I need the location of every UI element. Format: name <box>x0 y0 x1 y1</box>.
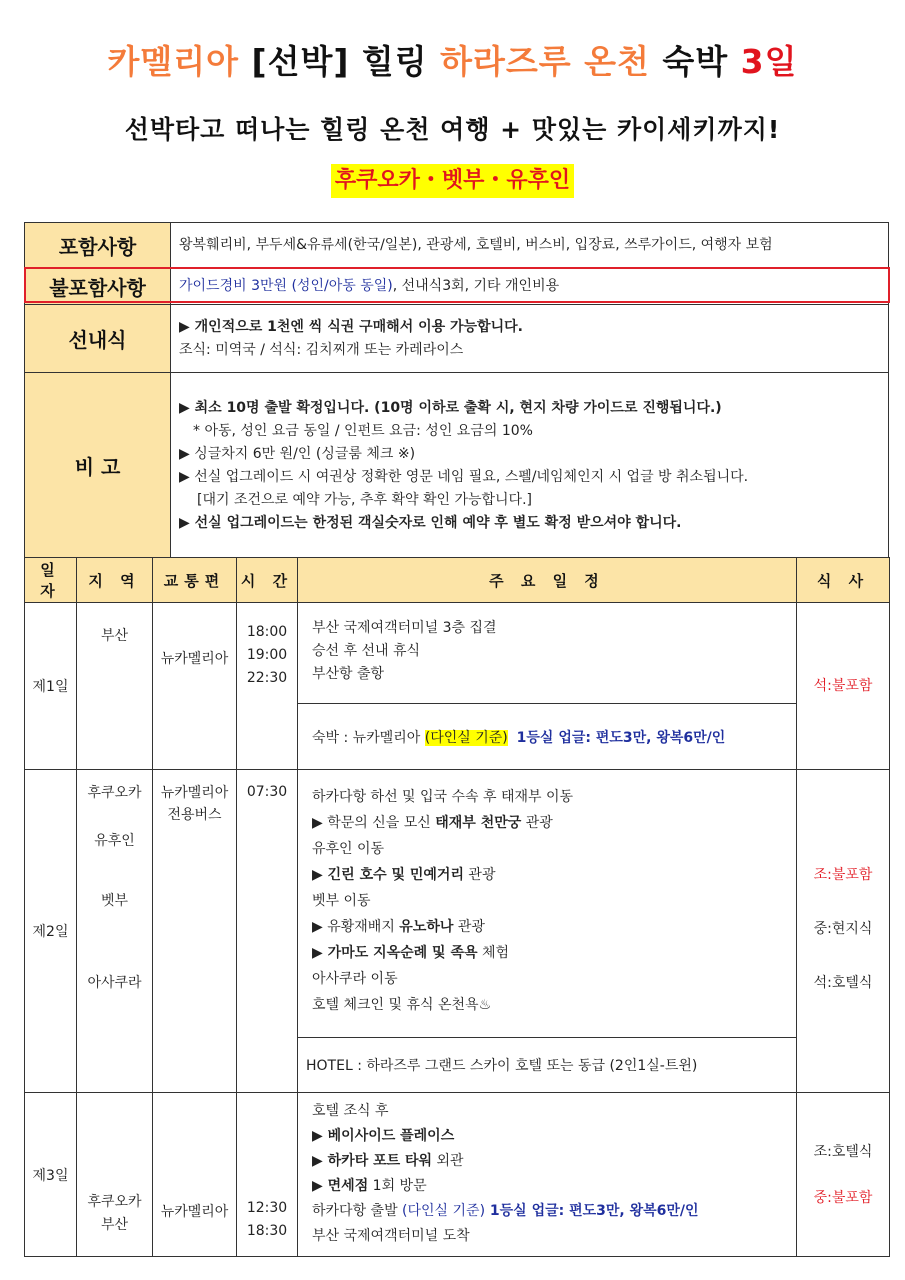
day3-meals <box>797 1093 890 1257</box>
note-item: ▶ 선실 업그레이드는 한정된 객실숫자로 인해 예약 후 별도 확정 받으셔야 합니다. <box>179 514 682 531</box>
transport-text: 전용버스 <box>167 807 222 823</box>
plan-bold: ▶ 하카타 포트 타워 <box>312 1153 433 1169</box>
note-item: [대기 조건으로 예약 가능, 추후 확약 확인 가능합니다.] <box>197 491 532 508</box>
plan-line <box>312 810 782 836</box>
plan-line: 부산항 출항 <box>312 666 385 682</box>
info-table <box>24 222 889 559</box>
day3-row <box>25 1093 890 1257</box>
day2-hotel: HOTEL : 하라즈루 그랜드 스카이 호텔 또는 동급 (2인1실-트윈) <box>298 1038 797 1093</box>
day2-transport <box>153 770 237 1093</box>
subtitle: 선박타고 떠나는 힐링 온천 여행 + 맛있는 카이세키까지! <box>124 115 781 144</box>
region-text: 후쿠오카 <box>87 1194 142 1210</box>
region-text: 벳부 <box>100 893 129 909</box>
schedule-header <box>25 558 890 603</box>
day1-label: 제1일 <box>25 603 77 770</box>
plan-line: 부산 국제여객터미널 3층 집결 <box>312 620 497 636</box>
onboard-line1: ▶ 개인적으로 1천엔 씩 식권 구매해서 이용 가능합니다. <box>179 318 523 335</box>
plan-text: 관광 <box>453 919 485 935</box>
header-time: 시 간 <box>237 558 298 603</box>
meal-text: 조:불포함 <box>813 867 873 883</box>
day2-regions <box>77 770 153 1093</box>
stay-prefix: 숙박 : 뉴카멜리아 <box>312 729 425 746</box>
day3-times <box>237 1093 298 1257</box>
day2-label: 제2일 <box>25 770 77 1093</box>
onboard-line2: 조식: 미역국 / 석식: 김치찌개 또는 카레라이스 <box>179 341 464 358</box>
notes-row <box>25 373 889 559</box>
plan-text: 관광 <box>463 867 496 883</box>
plan-bold: 유노하나 <box>399 919 454 935</box>
guide-fee: 가이드경비 3만원 (성인/아동 동일) <box>179 278 393 294</box>
excluded-label: 불포함사항 <box>25 269 171 305</box>
region-text: 아사쿠라 <box>87 975 142 991</box>
plan-line <box>312 1174 782 1199</box>
main-title <box>0 40 905 84</box>
region-text: 부산 <box>100 1217 129 1233</box>
plan-line: 호텔 체크인 및 휴식 온천욕♨ <box>312 997 492 1013</box>
day3-regions <box>77 1093 153 1257</box>
plan-line <box>312 914 782 940</box>
plan-text: 체험 <box>477 945 510 961</box>
transport-text: 뉴카멜리아 <box>160 785 229 801</box>
day3-plan <box>298 1093 797 1257</box>
plan-line <box>312 940 782 966</box>
title-days: 3일 <box>740 42 798 81</box>
region-text: 유후인 <box>94 833 135 849</box>
title-brand: 카멜리아 <box>107 42 239 81</box>
meal-text: 중:불포함 <box>813 1190 873 1206</box>
plan-bold: ▶ 긴린 호수 및 민예거리 <box>312 867 464 883</box>
included-row <box>25 223 889 269</box>
plan-line: 승선 후 선내 휴식 <box>312 643 421 659</box>
title-stay: 숙박 <box>649 42 741 81</box>
note-item: * 아동, 성인 요금 동일 / 인펀트 요금: 성인 요금의 10% <box>193 422 533 439</box>
time-text: 19:00 <box>246 647 288 663</box>
header-day: 일 자 <box>25 558 77 603</box>
plan-bold: 태재부 천만궁 <box>435 815 522 831</box>
schedule-table <box>24 557 890 1257</box>
plan-text: 관광 <box>521 815 553 831</box>
plan-text: 외관 <box>432 1153 464 1169</box>
note-item: ▶ 최소 10명 출발 확정입니다. (10명 이하로 출확 시, 현지 차량 가이드로 진행됩니다.) <box>179 399 722 416</box>
day3-label: 제3일 <box>25 1093 77 1257</box>
regions-banner <box>0 164 905 198</box>
notes-text <box>171 373 889 559</box>
day1-row <box>25 603 890 704</box>
plan-upgrade: 1등실 업글: 편도3만, 왕복6만/인 <box>485 1203 699 1219</box>
stay-upgrade: 1등실 업글: 편도3만, 왕복6만/인 <box>516 729 726 746</box>
plan-line: 부산 국제여객터미널 도착 <box>312 1228 470 1244</box>
included-text: 왕복훼리비, 부두세&유류세(한국/일본), 관광세, 호텔비, 버스비, 입장료, 쓰루가이드, 여행자 보험 <box>171 223 889 269</box>
header-plan: 주 요 일 정 <box>298 558 797 603</box>
day2-time: 07:30 <box>237 770 298 1093</box>
excluded-text <box>171 269 889 305</box>
plan-line: 아사쿠라 이동 <box>312 971 398 987</box>
day2-row <box>25 770 890 1038</box>
plan-text: ▶ 유황재배지 <box>312 919 400 935</box>
plan-text: 하카다항 출발 <box>312 1203 403 1219</box>
meal-text: 석:호텔식 <box>813 975 873 991</box>
excluded-rest: , 선내식3회, 기타 개인비용 <box>392 278 560 294</box>
stay-highlight: (다인실 기준) <box>424 729 508 746</box>
onboard-text <box>171 305 889 373</box>
day1-plan <box>298 603 797 704</box>
plan-line: 호텔 조식 후 <box>312 1103 389 1119</box>
day2-plan <box>298 770 797 1038</box>
plan-blue: (다인실 기준) <box>402 1203 486 1219</box>
region-text: 후쿠오카 <box>87 785 142 801</box>
title-ship: [선박] 힐링 <box>239 42 441 81</box>
day1-region <box>77 603 153 770</box>
plan-line <box>312 1149 782 1174</box>
plan-line <box>312 1199 782 1224</box>
day3-transport: 뉴카멜리아 <box>153 1093 237 1257</box>
day1-stay <box>298 704 797 770</box>
plan-line: 하카다항 하선 및 입국 수속 후 태재부 이동 <box>312 789 574 805</box>
plan-line: 벳부 이동 <box>312 893 371 909</box>
time-text: 12:30 <box>246 1200 288 1216</box>
plan-bold: ▶ 면세점 <box>312 1178 369 1194</box>
plan-text: ▶ 학문의 신을 모신 <box>312 815 436 831</box>
time-text: 22:30 <box>246 670 288 686</box>
meal-text: 조:호텔식 <box>813 1144 873 1160</box>
day1-times <box>237 603 298 770</box>
region-text: 부산 <box>100 628 129 644</box>
plan-text: 1회 방문 <box>368 1178 427 1194</box>
header-meal: 식 사 <box>797 558 890 603</box>
onboard-row <box>25 305 889 373</box>
plan-line: ▶ 베이사이드 플레이스 <box>312 1128 455 1144</box>
meal-text: 중:현지식 <box>813 921 873 937</box>
header-transport: 교통편 <box>153 558 237 603</box>
regions-text: 후쿠오카・벳부・유후인 <box>331 164 574 198</box>
title-onsen: 하라즈루 온천 <box>440 42 650 81</box>
plan-line: 유후인 이동 <box>312 841 385 857</box>
plan-bold: ▶ 가마도 지옥순례 및 족욕 <box>312 945 478 961</box>
plan-line <box>312 862 782 888</box>
time-text: 18:30 <box>246 1223 288 1239</box>
onboard-label: 선내식 <box>25 305 171 373</box>
excluded-row <box>25 269 889 305</box>
day2-meals <box>797 770 890 1093</box>
included-label: 포함사항 <box>25 223 171 269</box>
note-item: ▶ 선실 업그레이드 시 여권상 정확한 영문 네임 필요, 스펠/네임체인지 시 업글 방 취소됩니다. <box>179 468 749 485</box>
notes-label: 비 고 <box>25 373 171 559</box>
day1-transport: 뉴카멜리아 <box>153 603 237 770</box>
time-text: 18:00 <box>246 624 288 640</box>
day1-meal: 석:불포함 <box>797 603 890 770</box>
header-region: 지 역 <box>77 558 153 603</box>
note-item: ▶ 싱글차지 6만 원/인 (싱글룸 체크 ※) <box>179 445 416 462</box>
